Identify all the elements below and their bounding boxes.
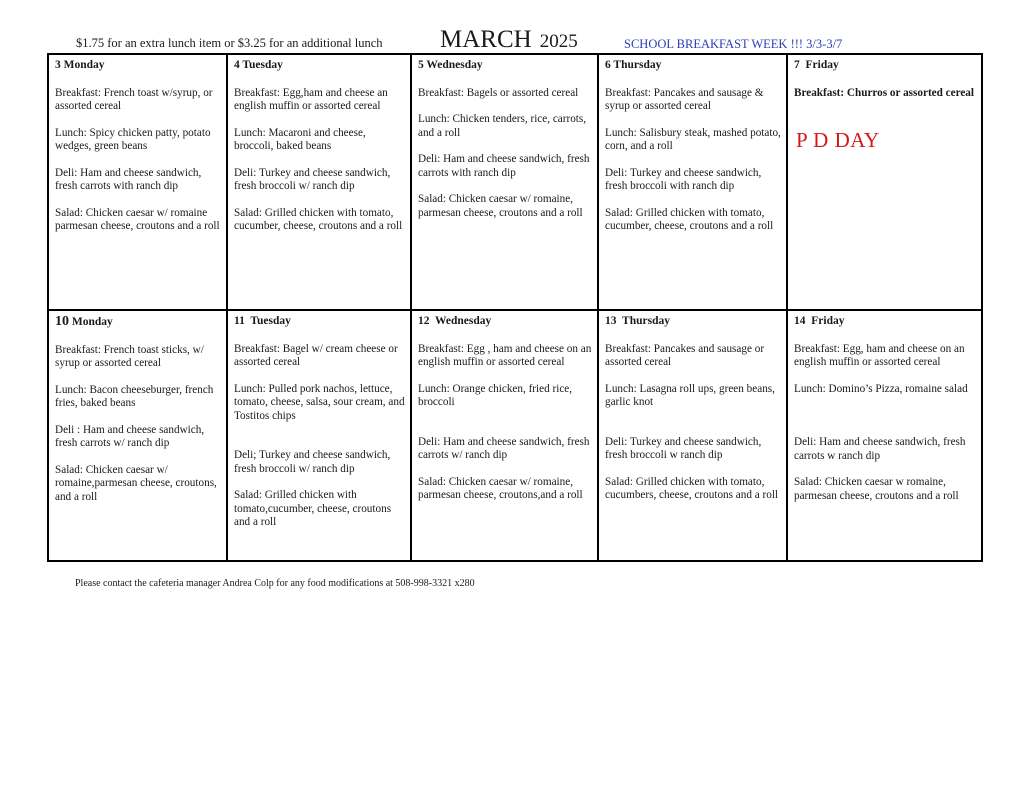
salad-item: Salad: Chicken caesar w/ romaine parmesan cheese, croutons and a roll [55, 206, 220, 232]
breakfast-item: Breakfast: Egg,ham and cheese an english muffin or assorted cereal [234, 86, 388, 112]
day-cell-mar-13 [599, 311, 788, 560]
day-heading: 10 Monday [55, 314, 113, 329]
day-cell-mar-6 [599, 55, 788, 311]
lunch-item: Lunch: Lasagna roll ups, green beans, garlic knot [605, 382, 775, 408]
salad-item: Salad: Chicken caesar w/ romaine,parmesan cheese, croutons, and a roll [55, 463, 217, 503]
day-heading: 11 Tuesday [234, 315, 291, 327]
breakfast-item: Breakfast: Churros or assorted cereal [794, 86, 975, 99]
day-heading: 13 Thursday [605, 315, 670, 327]
deli-item: Deli; Turkey and cheese sandwich, fresh broccoli w/ ranch dip [234, 449, 391, 475]
day-heading: 14 Friday [794, 315, 845, 327]
month-year: 2025 [539, 31, 578, 52]
contact-footer: Please contact the cafeteria manager Andrea Colp for any food modifications at 508-998-3321 x280 [75, 578, 475, 589]
price-note: $1.75 for an extra lunch item or $3.25 for an additional lunch [76, 36, 383, 50]
deli-item: Deli: Ham and cheese sandwich, fresh carrots w ranch dip [794, 436, 966, 462]
day-heading: 7 Friday [794, 59, 839, 71]
breakfast-item: Breakfast: Pancakes and sausage or assorted cereal [605, 342, 765, 368]
salad-item: Salad: Grilled chicken with tomato,cucumber, cheese, croutons and a roll [234, 489, 392, 528]
salad-item: Salad: Chicken caesar w/ romaine, parmesan cheese, croutons,and a roll [418, 475, 583, 501]
breakfast-item: Breakfast: French toast sticks, w/ syrup or assorted cereal [55, 343, 204, 369]
salad-item: Salad: Grilled chicken with tomato, cucumbers, cheese, croutons and a roll [605, 475, 779, 501]
lunch-item: Lunch: Salisbury steak, mashed potato, corn, and a roll [605, 126, 781, 152]
lunch-item: Lunch: Domino’s Pizza, romaine salad [794, 382, 968, 395]
day-cell-mar-7 [788, 55, 981, 311]
lunch-item: Lunch: Macaroni and cheese, broccoli, baked beans [234, 126, 366, 152]
salad-item: Salad: Chicken caesar w/ romaine, parmesan cheese, croutons and a roll [418, 193, 583, 219]
breakfast-item: Breakfast: Egg, ham and cheese on an english muffin or assorted cereal [794, 342, 965, 368]
salad-item: Salad: Grilled chicken with tomato, cucumber, cheese, croutons and a roll [605, 206, 774, 232]
day-cell-mar-3 [49, 55, 228, 311]
deli-item: Deli: Ham and cheese sandwich, fresh carrots with ranch dip [55, 166, 202, 192]
deli-item: Deli: Ham and cheese sandwich, fresh carrots with ranch dip [418, 153, 590, 179]
day-cell-mar-5 [412, 55, 599, 311]
breakfast-item: Breakfast: Bagels or assorted cereal [418, 86, 579, 99]
day-cell-mar-11 [228, 311, 412, 560]
day-cell-mar-12 [412, 311, 599, 560]
deli-item: Deli: Turkey and cheese sandwich, fresh broccoli w ranch dip [605, 435, 762, 461]
deli-item: Deli: Ham and cheese sandwich, fresh carrots w/ ranch dip [418, 435, 590, 461]
lunch-item: Lunch: Spicy chicken patty, potato wedges, green beans [55, 126, 211, 152]
deli-item: Deli: Turkey and cheese sandwich, fresh broccoli w/ ranch dip [234, 166, 391, 192]
salad-item: Salad: Chicken caesar w romaine, parmesan cheese, croutons and a roll [794, 476, 959, 502]
day-cell-mar-14 [788, 311, 981, 560]
deli-item: Deli: Turkey and cheese sandwich, fresh broccoli with ranch dip [605, 166, 762, 192]
menu-calendar [47, 53, 983, 562]
day-heading: 4 Tuesday [234, 59, 283, 71]
lunch-item: Lunch: Orange chicken, fried rice, broccoli [418, 382, 573, 408]
event-note: SCHOOL BREAKFAST WEEK !!! 3/3-3/7 [624, 37, 843, 51]
month-title [440, 26, 578, 54]
breakfast-item: Breakfast: Pancakes and sausage & syrup or assorted cereal [605, 86, 764, 112]
pd-day-notice: P D DAY [796, 128, 880, 152]
day-heading: 12 Wednesday [418, 315, 492, 327]
day-heading: 6 Thursday [605, 59, 662, 71]
lunch-item: Lunch: Chicken tenders, rice, carrots, and a roll [418, 113, 587, 139]
day-cell-mar-4 [228, 55, 412, 311]
breakfast-item: Breakfast: French toast w/syrup, or assorted cereal [55, 86, 213, 112]
day-heading: 3 Monday [55, 59, 105, 71]
deli-item: Deli : Ham and cheese sandwich, fresh carrots w/ ranch dip [55, 423, 205, 449]
day-cell-mar-10 [49, 311, 228, 560]
breakfast-item: Breakfast: Egg , ham and cheese on an english muffin or assorted cereal [418, 342, 592, 368]
lunch-item: Lunch: Pulled pork nachos, lettuce, tomato, cheese, salsa, sour cream, and Tostitos chips [234, 382, 405, 422]
lunch-item: Lunch: Bacon cheeseburger, french fries, baked beans [55, 383, 214, 409]
month-name: MARCH [440, 26, 532, 53]
day-heading: 5 Wednesday [418, 59, 483, 71]
breakfast-item: Breakfast: Bagel w/ cream cheese or assorted cereal [234, 342, 398, 368]
salad-item: Salad: Grilled chicken with tomato, cucumber, cheese, croutons and a roll [234, 206, 403, 232]
